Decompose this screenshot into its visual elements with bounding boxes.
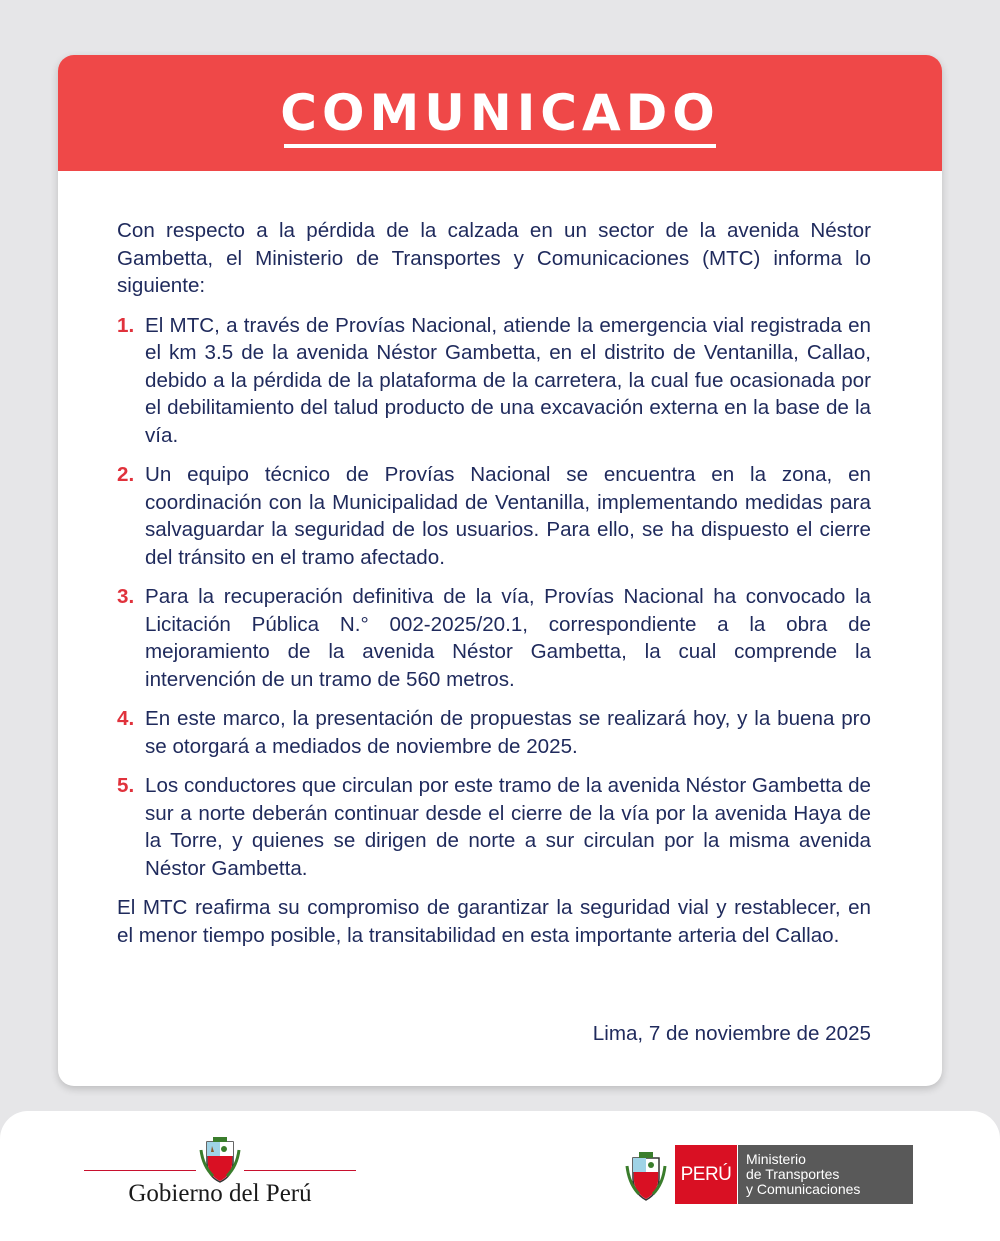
list-item [117,583,871,693]
title-underline [284,144,716,148]
title-banner [58,55,942,171]
closing-paragraph: El MTC reafirma su compromiso de garantizar la seguridad vial y restablecer, en el menor tiempo posible, la transitabilidad en esta importante arteria del Callao. [117,896,871,947]
coat-of-arms-icon [624,1150,668,1202]
list-item-text: En este marco, la presentación de propuestas se realizará hoy, y la buena pro se otorgará a mediados de noviembre de 2025. [145,707,871,758]
ministry-line: de Transportes [746,1166,840,1182]
list-item [117,705,871,760]
ministry-brand-label [738,1145,913,1204]
communique-card [58,55,942,1086]
communique-title: COMUNICADO [280,84,720,142]
list-item-number: 5. [117,774,135,797]
ministry-line: Ministerio [746,1151,806,1167]
list-item [117,772,871,882]
list-item-number: 2. [117,463,135,486]
list-item [117,461,871,571]
list-item-number: 4. [117,707,135,730]
gobierno-logo-text: Gobierno del Perú [128,1180,312,1207]
list-item-text: Los conductores que circulan por este tramo de la avenida Néstor Gambetta de sur a norte deberán continuar desde el cierre de la vía por la avenida Haya de la Torre, y quienes se dirigen de norte a sur circulan por la misma avenida Néstor Gambetta. [145,774,871,880]
divider-line [84,1170,196,1171]
intro-paragraph: Con respecto a la pérdida de la calzada en un sector de la avenida Néstor Gambetta, el Ministerio de Transportes y Comunicaciones (MTC) informa lo siguiente: [117,219,871,297]
date-line: Lima, 7 de noviembre de 2025 [592,1022,871,1045]
list-item-number: 1. [117,313,135,337]
communique-body [117,217,871,949]
list-item-number: 3. [117,585,135,608]
list-item-text: Para la recuperación definitiva de la vía, Provías Nacional ha convocado la Licitación Pública N.° 002-2025/20.1, correspondiente a la obra de mejoramiento de la avenida Néstor Gambetta, la cual comprende la intervención de un tramo de 560 metros. [145,585,871,691]
list-item [117,312,871,450]
list-item-text: El MTC, a través de Provías Nacional, atiende la emergencia vial registrada en el km 3.5 de la avenida Néstor Gambetta, en el distrito de Ventanilla, Callao, debido a la pérdida de la plataforma de la carretera, la cual fue ocasionada por el debilitamiento del talud producto de una excavación externa en la base de la vía. [145,313,871,447]
ministry-line: y Comunicaciones [746,1181,861,1197]
list-item-text: Un equipo técnico de Provías Nacional se encuentra en la zona, en coordinación con la Municipalidad de Ventanilla, implementando medidas para salvaguardar la seguridad de los usuarios. Para ello, se ha dispuesto el cierre del tránsito en el tramo afectado. [145,463,871,569]
peru-brand-label: PERÚ [675,1145,737,1204]
divider-line [244,1170,356,1171]
coat-of-arms-icon [199,1136,241,1184]
